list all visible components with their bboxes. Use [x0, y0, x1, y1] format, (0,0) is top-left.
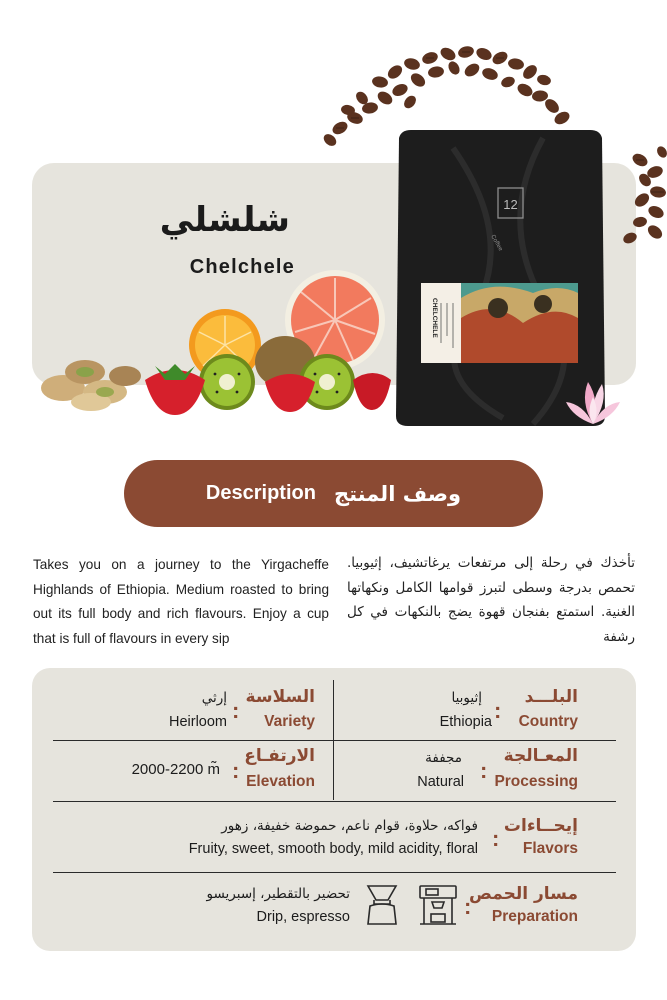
variety-label-en: Variety: [264, 713, 315, 730]
country-label-ar: البلـــد: [524, 687, 578, 707]
elevation-value: 2000-2200 m̃: [131, 761, 220, 778]
bag-label-name: CHELCHELE: [431, 298, 438, 338]
preparation-label-ar: مسار الحمص: [469, 884, 578, 904]
processing-label-ar: المعـالجة: [503, 746, 578, 766]
processing-value-en: Natural: [417, 774, 464, 790]
variety-colon: :: [232, 698, 240, 723]
preparation-colon: :: [464, 894, 472, 919]
country-value-ar: إثيوبيا: [451, 690, 482, 706]
processing-colon: :: [480, 758, 488, 783]
fruit-illustration: [35, 270, 395, 420]
bag-brand-number: 12: [503, 197, 518, 212]
country-colon: :: [494, 698, 502, 723]
spec-divider-3: [53, 872, 616, 873]
product-title-ar: شلشلي: [159, 200, 290, 240]
variety-value-en: Heirloom: [168, 714, 227, 730]
espresso-machine-icon: [418, 884, 458, 926]
processing-label-en: Processing: [494, 773, 578, 790]
elevation-label-ar: الارتفـاع: [244, 746, 315, 766]
description-header-ar: وصف المنتج: [333, 481, 462, 506]
flavors-colon: :: [492, 826, 500, 851]
product-title-en: Chelchele: [189, 256, 295, 278]
flavors-label-ar: إيحــاءات: [503, 816, 578, 836]
description-header: [124, 460, 543, 527]
description-text-en: Takes you on a journey to the Yirgacheffe Highlands of Ethiopia. Medium roasted to bring out its full body and rich flavours. Enjoy a cup that is full of flavours in every sip: [33, 557, 329, 646]
spec-divider-2: [53, 801, 616, 802]
description-text-ar: تأخذك في رحلة إلى مرتفعات يرغاتشيف، إثيوبيا. تحمص بدرجة وسطى لتبرز قوامها الكامل ونكهاتها الغنية. استمتع بفنجان قهوة يضج بالنكهات في كل رشفة: [347, 555, 635, 645]
preparation-value-ar: تحضير بالتقطير، إسبريسو: [206, 886, 350, 902]
elevation-colon: :: [232, 758, 240, 783]
description-header-en: Description: [205, 482, 316, 504]
spec-divider-1: [53, 740, 616, 741]
processing-value-ar: مجففة: [425, 750, 462, 766]
country-value-en: Ethiopia: [439, 714, 492, 730]
flavors-value-ar: فواكه، حلاوة، قوام ناعم، حموضة خفيفة، زهور: [221, 818, 478, 834]
svg-text:Coffee: Coffee: [489, 234, 504, 253]
elevation-label-en: Elevation: [246, 773, 315, 790]
pour-over-icon: [364, 884, 400, 926]
flavors-value-en: Fruity, sweet, smooth body, mild acidity, floral: [188, 841, 478, 857]
variety-label-ar: السلاسة: [245, 687, 315, 707]
flavors-label-en: Flavors: [522, 840, 578, 857]
country-label-en: Country: [518, 713, 578, 730]
lotus-flower-icon: [558, 372, 628, 432]
preparation-label-en: Preparation: [491, 908, 578, 925]
preparation-value-en: Drip, espresso: [256, 909, 350, 925]
variety-value-ar: إرثي: [201, 690, 227, 706]
